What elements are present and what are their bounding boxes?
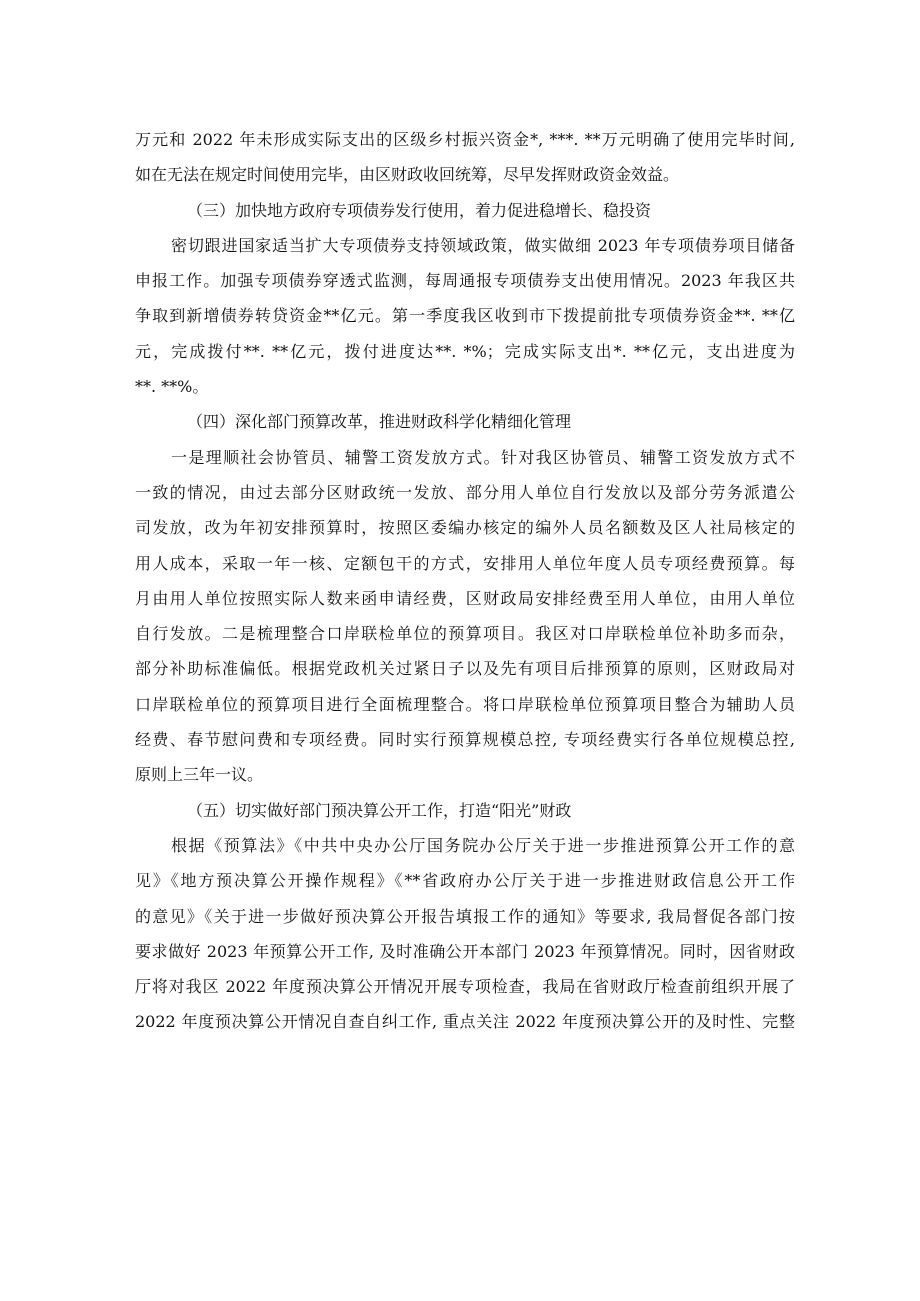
text-line: 自行发放。二是梳理整合口岸联检单位的预算项目。我区对口岸联检单位补助多而杂，: [135, 624, 795, 644]
heading-line: （四）深化部门预算改革，推进财政科学化精细化管理: [187, 412, 572, 432]
text-line: 原则上三年一议。: [135, 765, 264, 785]
text-line: 见》《地方预决算公开操作规程》《**省政府办公厅关于进一步推进财政信息公开工作: [135, 871, 795, 891]
text-line: 2022 年度预决算公开情况自查自纠工作, 重点关注 2022 年度预决算公开的及时性、完整: [135, 1012, 795, 1032]
text-line: 密切跟进国家适当扩大专项债券支持领域政策，做实做细 2023 年专项债券项目储备: [171, 235, 795, 255]
text-line: 万元和 2022 年未形成实际支出的区级乡村振兴资金*, ***. **万元明确了使用完毕时间,: [135, 130, 795, 149]
text-line: 经费、春节慰问费和专项经费。同时实行预算规模总控, 专项经费实行各单位规模总控,: [135, 730, 795, 750]
section-heading: [135, 793, 795, 828]
paragraph: [135, 228, 795, 404]
document-body: [135, 122, 795, 1040]
heading-line: （五）切实做好部门预决算公开工作，打造“阳光”财政: [187, 800, 572, 820]
text-line: 司发放，改为年初安排预算时，按照区委编办核定的编外人员名额数及区人社局核定的: [135, 518, 795, 538]
text-line: 厅将对我区 2022 年度预决算公开情况开展专项检查，我局在省财政厅检查前组织开展了: [135, 977, 795, 997]
text-line: 根据《预算法》《中共中央办公厅国务院办公厅关于进一步推进预算公开工作的意: [171, 835, 795, 855]
text-line: 用人成本，采取一年一核、定额包干的方式，安排用人单位年度人员专项经费预算。每: [135, 553, 795, 573]
paragraph: [135, 122, 795, 193]
text-line: 如在无法在规定时间使用完毕，由区财政收回统筹，尽早发挥财政资金效益。: [135, 165, 680, 185]
text-line: 申报工作。加强专项债券穿透式监测，每周通报专项债券支出使用情况。2023 年我区共: [135, 271, 795, 291]
text-line: 争取到新增债券转贷资金**亿元。第一季度我区收到市下拨提前批专项债券资金**. **亿: [135, 306, 795, 326]
text-line: 的意见》《关于进一步做好预决算公开报告填报工作的通知》等要求, 我局督促各部门按: [135, 906, 795, 926]
text-line: 要求做好 2023 年预算公开工作, 及时准确公开本部门 2023 年预算情况。同时，因省财政: [135, 941, 795, 961]
text-line: 元，完成拨付**. **亿元，拨付进度达**. *%；完成实际支出*. **亿元，支出进度为: [135, 341, 795, 361]
section-heading: [135, 404, 795, 439]
text-line: 月由用人单位按照实际人数来函申请经费，区财政局安排经费至用人单位，由用人单位: [135, 588, 795, 608]
heading-line: （三）加快地方政府专项债券发行使用，着力促进稳增长、稳投资: [187, 200, 652, 220]
paragraph: [135, 440, 795, 793]
text-line: **. **%。: [135, 377, 209, 397]
paragraph: [135, 828, 795, 1040]
text-line: 一致的情况，由过去部分区财政统一发放、部分用人单位自行发放以及部分劳务派遣公: [135, 482, 795, 502]
text-line: 口岸联检单位的预算项目进行全面梳理整合。将口岸联检单位预算项目整合为辅助人员: [135, 694, 795, 714]
text-line: 一是理顺社会协管员、辅警工资发放方式。针对我区协管员、辅警工资发放方式不: [171, 447, 795, 467]
section-heading: [135, 193, 795, 228]
text-line: 部分补助标准偏低。根据党政机关过紧日子以及先有项目后排预算的原则，区财政局对: [135, 659, 795, 679]
